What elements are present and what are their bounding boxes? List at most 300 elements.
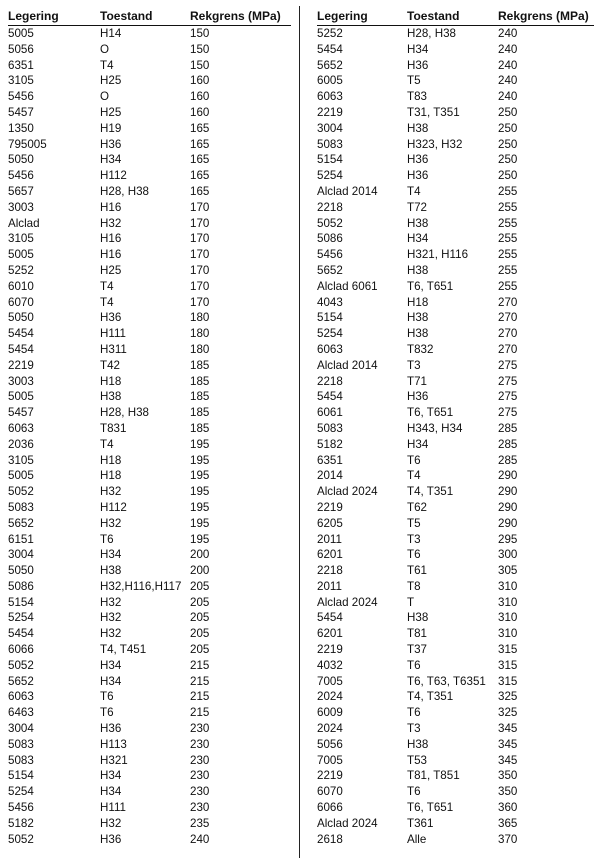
temper-cell: T37 <box>407 643 427 657</box>
yield-cell: 255 <box>498 232 518 246</box>
yield-cell: 160 <box>190 74 210 88</box>
alloy-cell: 5456 <box>8 169 34 183</box>
yield-cell: 170 <box>190 248 210 262</box>
temper-cell: T6 <box>100 690 114 704</box>
temper-cell: T4 <box>100 279 114 293</box>
yield-cell: 365 <box>498 816 518 830</box>
temper-cell: T6 <box>407 548 421 562</box>
alloy-cell: 5456 <box>8 90 34 104</box>
yield-cell: 345 <box>498 753 518 767</box>
alloy-cell: 5254 <box>8 611 34 625</box>
temper-cell: H34 <box>100 674 122 688</box>
alloy-cell: 3004 <box>317 121 343 135</box>
alloy-cell: 2218 <box>317 374 343 388</box>
alloy-cell: 5652 <box>8 674 34 688</box>
table-row <box>317 500 594 516</box>
table-header <box>8 6 291 26</box>
temper-cell: H28, H38 <box>100 184 149 198</box>
table-body-right <box>317 26 594 847</box>
table-row <box>317 89 594 105</box>
alloy-cell: 5050 <box>8 153 34 167</box>
temper-cell: T4, T351 <box>407 690 454 704</box>
alloy-cell: Alclad 6061 <box>317 279 378 293</box>
temper-cell: T81 <box>407 627 427 641</box>
alloy-cell: 5005 <box>8 469 34 483</box>
temper-cell: H38 <box>407 216 429 230</box>
yield-cell: 290 <box>498 500 518 514</box>
temper-cell: T31, T351 <box>407 105 460 119</box>
temper-cell: T4, T351 <box>407 485 454 499</box>
yield-cell: 150 <box>190 27 210 40</box>
table-row <box>317 247 594 263</box>
table-body-left <box>8 26 291 847</box>
table-row <box>8 784 291 800</box>
header-yield: Rekgrens (MPa) <box>190 8 281 23</box>
temper-cell: T6, T651 <box>407 279 454 293</box>
temper-cell: H28, H38 <box>100 406 149 420</box>
temper-cell: H32 <box>100 627 122 641</box>
alloy-cell: 5252 <box>8 263 34 277</box>
table-row <box>317 642 594 658</box>
yield-cell: 230 <box>190 753 210 767</box>
temper-cell: H36 <box>407 58 429 72</box>
alloy-cell: 2024 <box>317 690 343 704</box>
temper-cell: H18 <box>100 469 122 483</box>
alloy-cell: 5052 <box>8 485 34 499</box>
alloy-cell: 5154 <box>8 595 34 609</box>
yield-cell: 180 <box>190 311 210 325</box>
table-row <box>8 421 291 437</box>
alloy-cell: 4032 <box>317 658 343 672</box>
yield-cell: 195 <box>190 485 210 499</box>
temper-cell: H112 <box>100 500 127 514</box>
yield-cell: 180 <box>190 327 210 341</box>
alloy-cell: 5454 <box>8 627 34 641</box>
temper-cell: H32 <box>100 216 122 230</box>
alloy-cell: 6070 <box>317 785 343 799</box>
temper-cell: H36 <box>100 137 122 151</box>
yield-cell: 165 <box>190 121 210 135</box>
yield-cell: 315 <box>498 674 518 688</box>
yield-cell: 305 <box>498 564 518 578</box>
yield-cell: 300 <box>498 548 518 562</box>
alloy-cell: 2014 <box>317 469 343 483</box>
alloy-cell: 6205 <box>317 516 343 530</box>
table-row <box>317 405 594 421</box>
table-row <box>8 468 291 484</box>
temper-cell: H16 <box>100 232 122 246</box>
temper-cell: H16 <box>100 200 122 214</box>
yield-cell: 230 <box>190 737 210 751</box>
table-row <box>8 532 291 548</box>
table-row <box>8 200 291 216</box>
alloy-cell: 5454 <box>317 390 343 404</box>
yield-cell: 240 <box>498 27 518 40</box>
temper-cell: H34 <box>100 153 122 167</box>
temper-cell: T6 <box>407 706 421 720</box>
alloy-cell: 5086 <box>8 579 34 593</box>
temper-cell: T3 <box>407 532 421 546</box>
temper-cell: H32,H116,H117 <box>100 579 182 593</box>
alloy-cell: 6009 <box>317 706 343 720</box>
yield-cell: 150 <box>190 58 210 72</box>
yield-cell: 230 <box>190 722 210 736</box>
yield-cell: 270 <box>498 311 518 325</box>
header-temper: Toestand <box>100 8 153 23</box>
table-row <box>317 721 594 737</box>
alloy-cell: 5456 <box>8 801 34 815</box>
alloy-cell: 6066 <box>8 643 34 657</box>
alloy-cell: 5182 <box>317 437 343 451</box>
alloy-cell: 6151 <box>8 532 34 546</box>
alloy-cell: 5154 <box>8 769 34 783</box>
temper-cell: H25 <box>100 263 122 277</box>
temper-cell: T6 <box>407 785 421 799</box>
table-row <box>317 658 594 674</box>
table-row <box>8 705 291 721</box>
temper-cell: T4, T451 <box>100 643 147 657</box>
temper-cell: T72 <box>407 200 427 214</box>
temper-cell: T6 <box>407 453 421 467</box>
alloy-cell: 5457 <box>8 105 34 119</box>
table-row <box>8 342 291 358</box>
temper-cell: H38 <box>100 564 122 578</box>
alloy-cell: 5457 <box>8 406 34 420</box>
alloy-cell: 5182 <box>8 816 34 830</box>
table-row <box>8 326 291 342</box>
alloy-cell: 5454 <box>8 342 34 356</box>
alloy-cell: Alclad <box>8 216 40 230</box>
table-row <box>8 563 291 579</box>
yield-cell: 165 <box>190 137 210 151</box>
temper-cell: H34 <box>100 548 122 562</box>
table-row <box>8 121 291 137</box>
temper-cell: T3 <box>407 358 421 372</box>
alloy-cell: 2011 <box>317 532 342 546</box>
table-row <box>317 768 594 784</box>
table-row <box>317 547 594 563</box>
alloy-cell: 5083 <box>317 421 343 435</box>
table-row <box>8 737 291 753</box>
alloy-cell: 5254 <box>317 327 343 341</box>
yield-cell: 285 <box>498 453 518 467</box>
yield-cell: 255 <box>498 184 518 198</box>
alloy-cell: 2219 <box>317 500 343 514</box>
yield-cell: 235 <box>190 816 210 830</box>
alloy-cell: 5652 <box>8 516 34 530</box>
temper-cell: T4 <box>100 58 114 72</box>
table-row <box>8 516 291 532</box>
temper-cell: H321, H116 <box>407 248 469 262</box>
alloy-cell: 5254 <box>8 785 34 799</box>
temper-cell: T6, T651 <box>407 406 454 420</box>
table-row <box>8 89 291 105</box>
yield-cell: 255 <box>498 248 518 262</box>
table-row <box>317 326 594 342</box>
table-row <box>8 168 291 184</box>
alloy-cell: 1350 <box>8 121 34 135</box>
table-row <box>317 168 594 184</box>
alloy-cell: 5652 <box>317 58 343 72</box>
alloy-cell: 5005 <box>8 248 34 262</box>
yield-cell: 195 <box>190 500 210 514</box>
table-row <box>8 295 291 311</box>
alloy-cell: Alclad 2024 <box>317 595 378 609</box>
table-row <box>317 832 594 848</box>
table-row <box>317 200 594 216</box>
alloy-cell: 5657 <box>8 184 34 198</box>
temper-cell: H32 <box>100 516 122 530</box>
alloy-cell: 5005 <box>8 390 34 404</box>
table-row <box>317 42 594 58</box>
alloy-cell: 5456 <box>317 248 343 262</box>
alloy-cell: 5005 <box>8 27 34 40</box>
table-row <box>8 405 291 421</box>
table-row <box>8 800 291 816</box>
yield-cell: 310 <box>498 611 518 625</box>
alloy-cell: 2618 <box>317 832 343 846</box>
yield-cell: 295 <box>498 532 518 546</box>
yield-cell: 250 <box>498 137 518 151</box>
temper-cell: T361 <box>407 816 434 830</box>
alloy-cell: 3004 <box>8 548 34 562</box>
table-row <box>317 437 594 453</box>
table-row <box>317 516 594 532</box>
alloy-cell: 6351 <box>317 453 343 467</box>
yield-cell: 240 <box>498 74 518 88</box>
temper-cell: T6, T651 <box>407 801 454 815</box>
table-row <box>317 484 594 500</box>
table-row <box>8 642 291 658</box>
temper-cell: T4 <box>100 295 114 309</box>
table-row <box>317 468 594 484</box>
alloy-cell: 5652 <box>317 263 343 277</box>
yield-cell: 170 <box>190 279 210 293</box>
temper-cell: H25 <box>100 74 122 88</box>
yield-cell: 185 <box>190 374 210 388</box>
table-row <box>317 58 594 74</box>
temper-cell: T8 <box>407 579 421 593</box>
alloy-cell: 5050 <box>8 311 34 325</box>
yield-cell: 275 <box>498 374 518 388</box>
yield-cell: 205 <box>190 611 210 625</box>
temper-cell: H111 <box>100 327 126 341</box>
yield-cell: 215 <box>190 658 210 672</box>
yield-cell: 310 <box>498 579 518 593</box>
temper-cell: T832 <box>407 342 434 356</box>
alloy-cell: 6010 <box>8 279 34 293</box>
yield-cell: 275 <box>498 390 518 404</box>
table-row <box>317 674 594 690</box>
yield-cell: 285 <box>498 437 518 451</box>
temper-cell: H343, H34 <box>407 421 463 435</box>
yield-cell: 205 <box>190 579 210 593</box>
alloy-cell: 6351 <box>8 58 34 72</box>
alloy-cell: 6063 <box>317 90 343 104</box>
table-row <box>8 453 291 469</box>
alloy-cell: 2036 <box>8 437 34 451</box>
table-row <box>317 626 594 642</box>
temper-cell: H32 <box>100 816 122 830</box>
yield-cell: 230 <box>190 801 210 815</box>
temper-cell: H16 <box>100 248 122 262</box>
temper-cell: H111 <box>100 801 126 815</box>
table-row <box>8 689 291 705</box>
temper-cell: H113 <box>100 737 127 751</box>
temper-cell: T <box>407 595 415 609</box>
table-row <box>8 500 291 516</box>
table-row <box>317 105 594 121</box>
alloy-cell: 6061 <box>317 406 343 420</box>
yield-cell: 160 <box>190 105 210 119</box>
alloy-cell: 6201 <box>317 627 343 641</box>
yield-cell: 350 <box>498 769 518 783</box>
yield-cell: 185 <box>190 390 210 404</box>
yield-cell: 250 <box>498 169 518 183</box>
table-row <box>317 374 594 390</box>
alloy-cell: Alclad 2024 <box>317 485 378 499</box>
yield-cell: 195 <box>190 532 210 546</box>
temper-cell: T6 <box>407 658 421 672</box>
alloy-cell: 5083 <box>8 500 34 514</box>
table-row <box>317 184 594 200</box>
alloy-cell: Alclad 2014 <box>317 358 378 372</box>
yield-cell: 270 <box>498 327 518 341</box>
temper-cell: H36 <box>100 311 122 325</box>
alloy-cell: 2219 <box>317 105 343 119</box>
temper-cell: H38 <box>407 263 429 277</box>
alloy-cell: 2219 <box>317 769 343 783</box>
table-row <box>317 295 594 311</box>
alloy-cell: 3105 <box>8 74 34 88</box>
yield-cell: 240 <box>498 58 518 72</box>
alloy-cell: 5052 <box>8 832 34 846</box>
temper-cell: T4 <box>407 184 421 198</box>
alloy-cell: 2218 <box>317 200 343 214</box>
temper-cell: H34 <box>407 42 429 56</box>
alloy-cell: 3003 <box>8 374 34 388</box>
table-row <box>317 389 594 405</box>
temper-cell: H19 <box>100 121 122 135</box>
temper-cell: H38 <box>407 311 429 325</box>
table-row <box>317 342 594 358</box>
yield-cell: 345 <box>498 722 518 736</box>
table-row <box>317 563 594 579</box>
yield-cell: 170 <box>190 295 210 309</box>
table-row <box>8 547 291 563</box>
table-column-left <box>8 6 291 847</box>
alloy-cell: 2024 <box>317 722 343 736</box>
yield-cell: 240 <box>498 42 518 56</box>
temper-cell: H18 <box>100 374 122 388</box>
yield-cell: 185 <box>190 406 210 420</box>
table-row <box>317 689 594 705</box>
temper-cell: H36 <box>407 153 429 167</box>
table-row <box>8 832 291 848</box>
yield-cell: 180 <box>190 342 210 356</box>
table-row <box>317 152 594 168</box>
yield-cell: 290 <box>498 485 518 499</box>
table-row <box>8 595 291 611</box>
temper-cell: O <box>100 42 110 56</box>
table-row <box>317 532 594 548</box>
temper-cell: H34 <box>100 769 122 783</box>
table-row <box>8 658 291 674</box>
alloy-cell: 6005 <box>317 74 343 88</box>
alloy-cell: 5050 <box>8 564 34 578</box>
table-row <box>8 279 291 295</box>
yield-cell: 205 <box>190 595 210 609</box>
yield-cell: 200 <box>190 548 210 562</box>
temper-cell: H112 <box>100 169 127 183</box>
table-row <box>8 358 291 374</box>
temper-cell: T53 <box>407 753 427 767</box>
yield-cell: 350 <box>498 785 518 799</box>
alloy-cell: 3004 <box>8 722 34 736</box>
table-row <box>317 421 594 437</box>
alloy-cell: 5154 <box>317 311 343 325</box>
alloy-cell: 5083 <box>8 753 34 767</box>
alloy-cell: 6201 <box>317 548 343 562</box>
alloy-cell: 6066 <box>317 801 343 815</box>
alloy-cell: 5083 <box>8 737 34 751</box>
yield-cell: 290 <box>498 516 518 530</box>
table-row <box>317 231 594 247</box>
yield-cell: 170 <box>190 216 210 230</box>
alloy-cell: 5083 <box>317 137 343 151</box>
table-row <box>317 279 594 295</box>
temper-cell: H32 <box>100 595 122 609</box>
yield-cell: 270 <box>498 342 518 356</box>
table-row <box>8 579 291 595</box>
temper-cell: T831 <box>100 421 127 435</box>
header-yield: Rekgrens (MPa) <box>498 8 589 23</box>
table-row <box>8 389 291 405</box>
temper-cell: T6 <box>100 532 114 546</box>
table-row <box>317 358 594 374</box>
table-row <box>317 453 594 469</box>
table-row <box>8 152 291 168</box>
yield-cell: 230 <box>190 785 210 799</box>
temper-cell: H321 <box>100 753 128 767</box>
table-row <box>317 800 594 816</box>
alloy-cell: Alclad 2024 <box>317 816 378 830</box>
alloy-cell: 5454 <box>8 327 34 341</box>
column-divider <box>299 6 300 858</box>
alloy-cell: 6463 <box>8 706 34 720</box>
temper-cell: H38 <box>407 121 429 135</box>
temper-cell: H25 <box>100 105 122 119</box>
table-row <box>317 310 594 326</box>
alloy-cell: 5254 <box>317 169 343 183</box>
alloy-cell: 3003 <box>8 200 34 214</box>
alloy-cell: 6063 <box>8 421 34 435</box>
temper-cell: H38 <box>407 737 429 751</box>
temper-cell: T4 <box>100 437 114 451</box>
temper-cell: T4 <box>407 469 421 483</box>
temper-cell: T6, T63, T6351 <box>407 674 486 688</box>
table-row <box>317 610 594 626</box>
alloy-cell: 5154 <box>317 153 343 167</box>
yield-cell: 170 <box>190 263 210 277</box>
yield-cell: 275 <box>498 358 518 372</box>
alloy-cell: 4043 <box>317 295 343 309</box>
table-row <box>8 137 291 153</box>
yield-cell: 370 <box>498 832 518 846</box>
table-header <box>317 6 594 26</box>
table-row <box>317 73 594 89</box>
table-row <box>317 216 594 232</box>
